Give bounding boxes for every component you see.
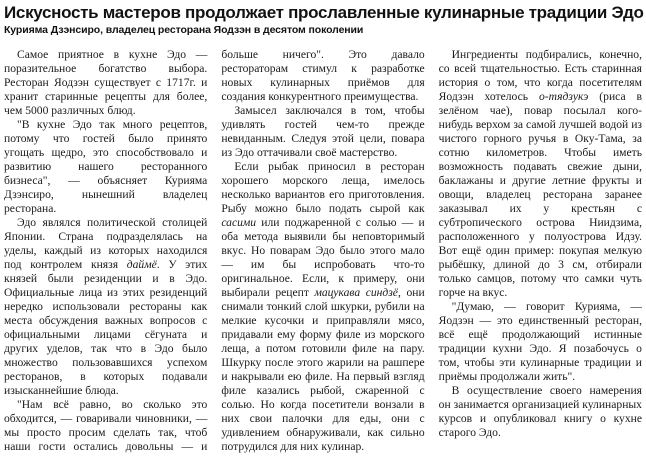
paragraph-text: (риса в зелёном чае), повар посылал кого-нибудь верхом за самой лучшей водой из чистого горного ручья в Оку-Тама, за сотню километров. Чтобы иметь возможность подавать свежие дыни, баклажаны и другие летние фрукты и овощи, владелец ресторана заранее заказывал их у крестьян с субтропического острова Ниидзима, расположенного у полуострова Идзу. Вот ещё один пример: покупая мелкую рыбёшку, длиной до 3 см, отбирали только самцов, потому что самки чуть горче на вкус.	[438, 90, 642, 299]
paragraph-text: "Нам всё равно, во сколько это обходится, — говаривали чиновники, — мы просто просим сделать так, чтоб наши гости остались довольны — и больше ничего". Это давало рестораторам стимул к разработке новых кулинарных приёмов для создания конкурентного преимущества.	[4, 48, 425, 453]
article-paragraph	[439, 384, 642, 440]
paragraph-text: Эдо являлся политической столицей Японии. Страна подразделялась на уделы, каждый из которых находился под контролем князя	[4, 216, 208, 271]
article-paragraph	[4, 48, 207, 118]
article-subtitle: Курияма Дзэнсиро, владелец ресторана Яодзэн в десятом поколении	[4, 24, 364, 36]
italic-term: сасими	[221, 216, 257, 229]
paragraph-text: Если рыбак приносил в ресторан хорошего морского леща, имелось несколько вариантов его приготовления. Рыбу можно было подать сырой как	[221, 160, 425, 215]
article-body	[4, 48, 642, 464]
paragraph-text: В осуществление своего намерения он занимается организацией кулинарных курсов и опубликовал книгу о кухне старого Эдо.	[438, 384, 642, 439]
article-title: Искусность мастеров продолжает прославленные кулинарные традиции Эдо	[4, 3, 644, 22]
article-paragraph	[4, 216, 207, 398]
article-paragraph	[221, 160, 424, 454]
paragraph-text: Ингредиенты подбирались, конечно, со всей тщательностью. Есть старинная история о том, что когда посетителям Яодзэн хотелось	[438, 48, 642, 103]
italic-term: даймё	[126, 258, 157, 271]
paragraph-text: Замысел заключался в том, чтобы удивлять гостей чем-то прежде невиданным. Следуя этой цели, повара из Эдо оттачивали своё мастерство.	[221, 104, 425, 159]
article-paragraph	[221, 104, 424, 160]
article-paragraph	[439, 300, 642, 384]
italic-term: мацукава синдзё	[314, 286, 398, 299]
italic-term: о-тядзукэ	[538, 90, 589, 103]
article-paragraph	[4, 118, 207, 216]
paragraph-text: , они снимали тонкий слой шкурки, рубили на мелкие кусочки и приправляли мясо, придавали ему форму филе из морского леща, а потом готовили филе на пару. Шкурку после этого жарили на рашпере и накрывали ею филе. На первый взгляд филе казались рыбой, сжаренной с солью. Но когда посетители вонзали в них свои палочки для еды, они с удивлением обнаруживали, как сильно потрудился для них кулинар.	[221, 286, 425, 453]
article-paragraph	[439, 48, 642, 300]
paragraph-text: . У этих князей были резиденции и в Эдо. Официальные лица из этих резиденций нередко использовали рестораны как места обсуждения важных вопросов с официальными лицами сёгуната и других уделов, так что в Эдо было множество пользовавшихся успехом ресторанов, в которых подавали изысканнейшие блюда.	[4, 258, 208, 397]
paragraph-text: или поджаренной с солью — и оба метода выявили бы неповторимый вкус. Но поварам Эдо было этого мало — им бы испробовать что-то оригинальное. Если, к примеру, они выбирали рецепт	[221, 216, 425, 299]
paragraph-text: "В кухне Эдо так много рецептов, потому что гостей было принято угощать щедро, это способствовало и развитию нашего ресторанного бизнеса", — объясняет Курияма Дзэнсиро, нынешний владелец ресторана.	[4, 118, 208, 215]
paragraph-text: "Думаю, — говорит Курияма, — Яодзэн — это единственный ресторан, всё ещё продолжающий истинные традиции кухни Эдо. Я позабочусь о том, чтобы эти кулинарные традиции и приёмы продолжали жить".	[438, 300, 642, 383]
paragraph-text: Самое приятное в кухне Эдо — поразительное богатство выбора. Ресторан Яодзэн существует с 1717г. и хранит старинные рецепты для более, чем 5000 различных блюд.	[4, 48, 208, 117]
